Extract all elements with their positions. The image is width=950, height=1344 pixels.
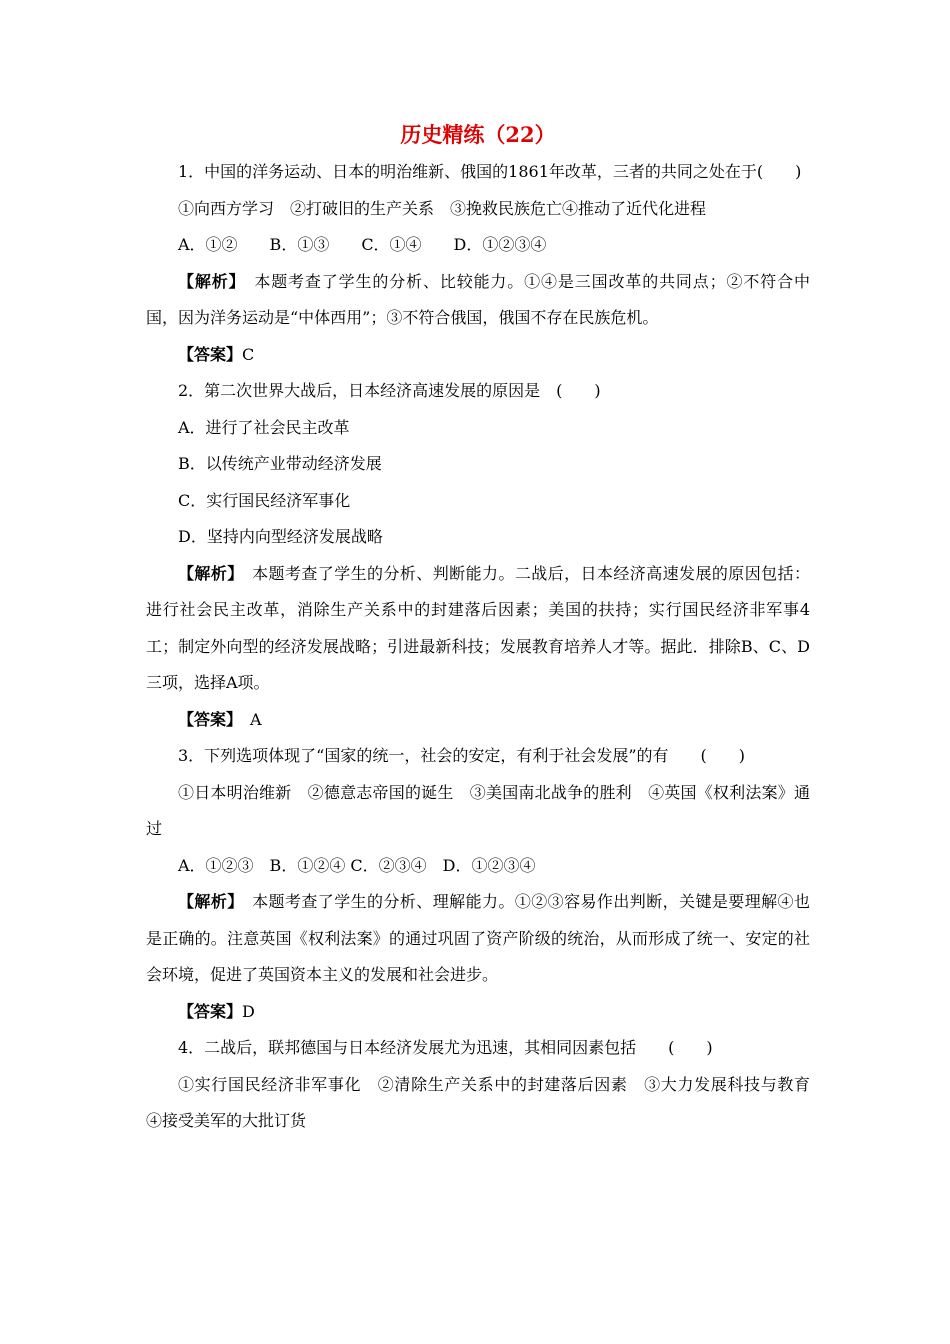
q1-analysis-text: 本题考查了学生的分析、比较能力。①④是三国改革的共同点；②不符合中国，因为洋务运动是“中体西用”；③不符合俄国，俄国不存在民族危机。	[146, 271, 810, 327]
q3-answer-value: D	[242, 1001, 255, 1021]
q2-option-b: B．以传统产业带动经济发展	[178, 454, 382, 473]
q2-answer-label: 【答案】	[178, 709, 235, 729]
q1-answer-label: 【答案】	[178, 344, 243, 364]
q3-answer	[146, 994, 810, 1031]
q3-answer-label: 【答案】	[178, 1001, 243, 1021]
q3-choices: A．①②③ B．①②④ C．②③④ D．①②③④	[178, 855, 536, 875]
q3-analysis-text: 本题考查了学生的分析、理解能力。①②③容易作出判断，关键是要理解④也是正确的。注意英国《权利法案》的通过巩固了资产阶级的统治，从而形成了统一、安定的社会环境，促进了英国资本主义的发展和社会进步。	[146, 892, 810, 984]
q1-analysis	[146, 264, 810, 337]
document-page	[146, 118, 827, 1140]
q2-answer-value: A	[234, 709, 262, 729]
q1-stem: 1．中国的洋务运动、日本的明治维新、俄国的1861年改革，三者的共同之处在于( )	[178, 162, 802, 181]
q2-answer	[146, 702, 810, 739]
q4-options: ①实行国民经济非军事化 ②清除生产关系中的封建落后因素 ③大力发展科技与教育 ④接受美军的大批订货	[146, 1074, 827, 1130]
q3-options: ①日本明治维新 ②德意志帝国的诞生 ③美国南北战争的胜利 ④英国《权利法案》通过	[146, 782, 810, 838]
q2-option-d: D．坚持内向型经济发展战略	[178, 527, 383, 546]
q2-stem: 2．第二次世界大战后，日本经济高速发展的原因是 ( )	[178, 381, 601, 400]
q3-analysis-label: 【解析】	[178, 892, 236, 911]
q1-options: ①向西方学习 ②打破旧的生产关系 ③挽救民族危亡④推动了近代化进程	[178, 198, 707, 218]
q2-analysis-label: 【解析】	[178, 563, 236, 583]
q3-analysis	[146, 884, 810, 994]
q2-analysis	[146, 556, 810, 702]
q4-stem: 4．二战后，联邦德国与日本经济发展尤为迅速，其相同因素包括 ( )	[178, 1038, 713, 1057]
q1-choices: A．①② B．①③ C．①④ D．①②③④	[178, 235, 547, 254]
q2-option-a: A．进行了社会民主改革	[178, 417, 350, 437]
q3-stem: 3．下列选项体现了“国家的统一，社会的安定，有利于社会发展”的有 ( )	[178, 746, 746, 765]
q2-option-c: C．实行国民经济军事化	[178, 490, 351, 510]
q1-answer	[146, 337, 810, 374]
page-title: 历史精练（22）	[400, 122, 556, 147]
q2-analysis-text: 本题考查了学生的分析、判断能力。二战后，日本经济高速发展的原因包括：进行社会民主改革，消除生产关系中的封建落后因素；美国的扶持；实行国民经济非军事4工；制定外向型的经济发展战略；引进最新科技；发展教育培养人才等。据此．排除B、C、D三项，选择A项。	[146, 563, 810, 692]
q1-answer-value: C	[242, 344, 255, 364]
q1-analysis-label: 【解析】	[178, 271, 238, 291]
